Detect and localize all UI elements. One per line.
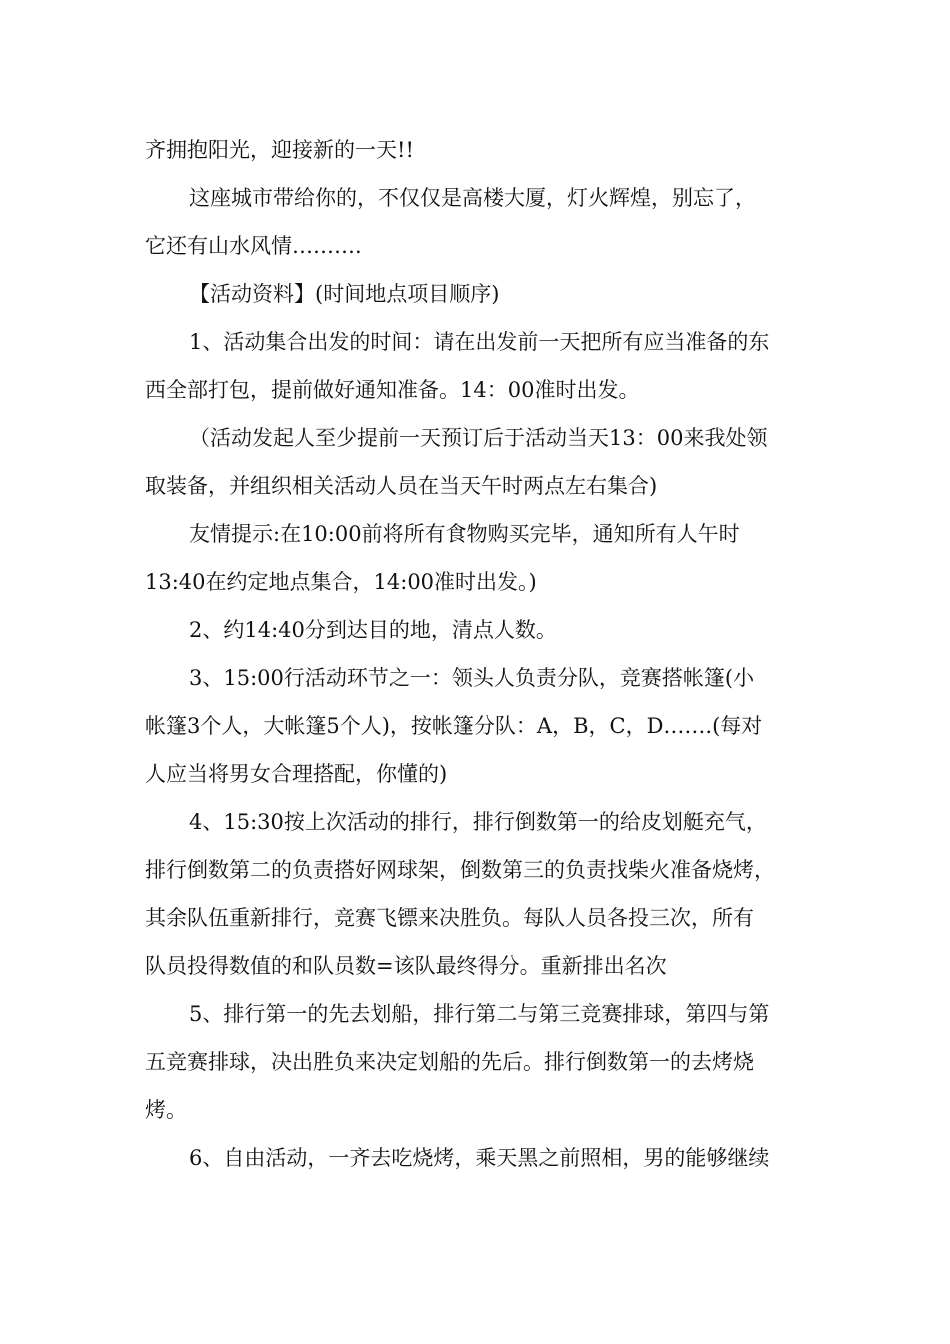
text-line: 其余队伍重新排行，竞赛飞镖来决胜负。每队人员各投三次，所有 bbox=[145, 906, 754, 930]
text-line: 2、约14:40分到达目的地，清点人数。 bbox=[189, 618, 557, 642]
text-line: 人应当将男女合理搭配，你懂的) bbox=[145, 762, 448, 786]
text-line: 友情提示:在10:00前将所有食物购买完毕，通知所有人午时 bbox=[189, 522, 740, 546]
text-line: 3、15:00行活动环节之一：领头人负责分队，竞赛搭帐篷(小 bbox=[189, 666, 755, 690]
text-line: 帐篷3个人，大帐篷5个人)，按帐篷分队：A，B，C，D…….(每对 bbox=[145, 714, 763, 738]
text-line: 它还有山水风情………. bbox=[145, 234, 362, 258]
text-line: 4、15:30按上次活动的排行，排行倒数第一的给皮划艇充气， bbox=[189, 810, 767, 834]
text-line: 烤。 bbox=[145, 1098, 187, 1122]
text-line: 5、排行第一的先去划船，排行第二与第三竞赛排球，第四与第 bbox=[189, 1002, 770, 1026]
text-line: 五竞赛排球，决出胜负来决定划船的先后。排行倒数第一的去烤烧 bbox=[145, 1050, 754, 1074]
text-line: 队员投得数值的和队员数=该队最终得分。重新排出名次 bbox=[145, 954, 667, 978]
text-line: 排行倒数第二的负责搭好网球架，倒数第三的负责找柴火准备烧烤， bbox=[145, 858, 775, 882]
text-line: 西全部打包，提前做好通知准备。14：00准时出发。 bbox=[145, 378, 640, 402]
text-line: 这座城市带给你的，不仅仅是高楼大厦，灯火辉煌，别忘了， bbox=[189, 186, 756, 210]
text-line: 齐拥抱阳光，迎接新的一天!! bbox=[145, 138, 414, 162]
text-line: 13:40在约定地点集合，14:00准时出发。) bbox=[145, 570, 537, 594]
text-line: （活动发起人至少提前一天预订后于活动当天13：00来我处领 bbox=[189, 426, 768, 450]
text-line: 取装备，并组织相关活动人员在当天午时两点左右集合) bbox=[145, 474, 658, 498]
section-heading: 【活动资料】(时间地点项目顺序) bbox=[189, 282, 500, 306]
text-line: 6、自由活动，一齐去吃烧烤，乘天黑之前照相，男的能够继续 bbox=[189, 1146, 770, 1170]
document-body bbox=[145, 126, 815, 1182]
text-line: 1、活动集合出发的时间：请在出发前一天把所有应当准备的东 bbox=[189, 330, 770, 354]
